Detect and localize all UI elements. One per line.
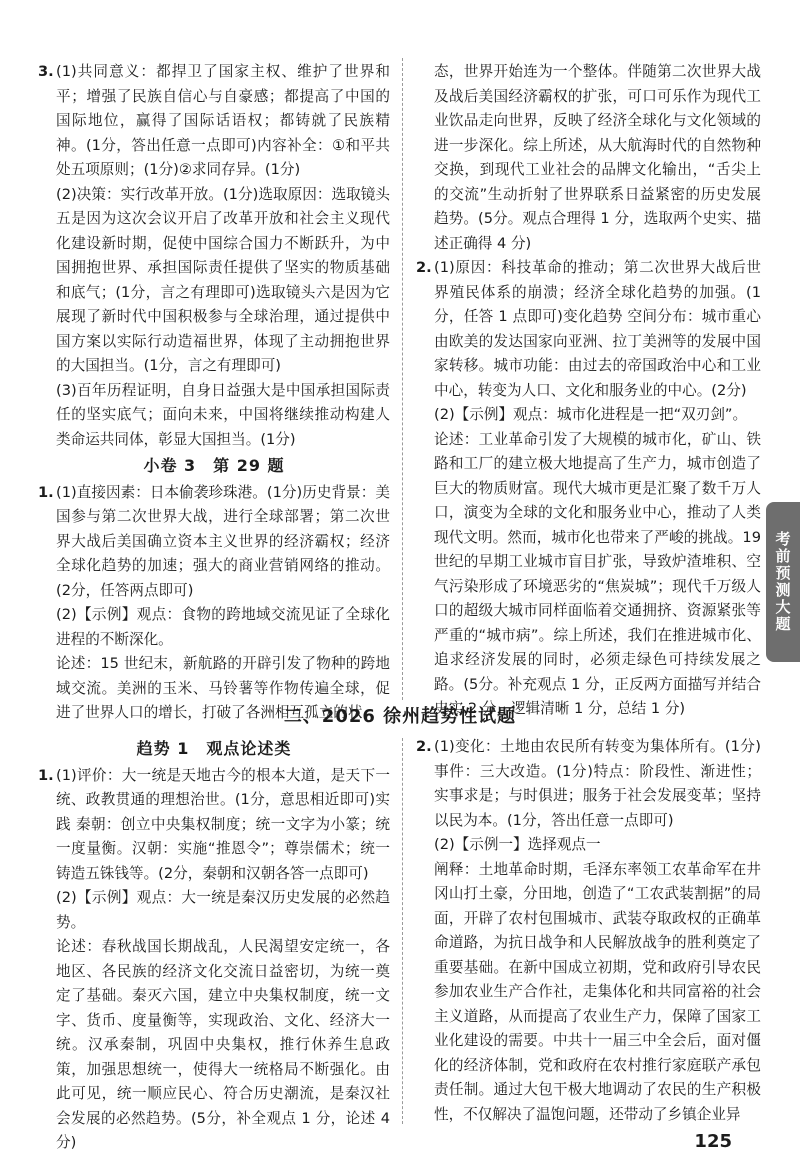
column-divider-top: [402, 58, 403, 700]
question-number: 1.: [38, 483, 54, 501]
column-divider-bottom: [402, 738, 403, 1124]
answer-part-3: (3)百年历程证明，自身日益强大是中国承担国际责任的坚实底气；面向未来，中国将继续推动构建人类命运共同体，彰显大国担当。(1分): [56, 381, 390, 448]
answer-part-2: (2)【示例】观点：大一统是秦汉历史发展的必然趋势。: [56, 889, 390, 931]
answer-part-3: 论述：15 世纪末，新航路的开辟引发了物种的跨地域交流。美洲的玉米、马铃薯等作物传遍全球，促进了世界人口的增长，打破了各洲相互孤立的状: [56, 655, 390, 721]
answer-part-2: (2)【示例】观点：城市化进程是一把“双刃剑”。: [434, 406, 748, 423]
question-3: [38, 60, 390, 452]
continued-answer: 态，世界开始连为一个整体。伴随第二次世界大战及战后美国经济霸权的扩张，可口可乐作为现代工业饮品走向世界，反映了经济全球化与文化领域的进一步深化。综上所述，从大航海时代的自然物种交换，到现代工业社会的品牌文化输出，“舌尖上的交流”生动折射了世界联系日益紧密的历史发展趋势。(5分。观点合理得 1 分，选取两个史实、描述正确得 4 分): [434, 63, 761, 252]
question-number: 3.: [38, 63, 54, 80]
answer-part-1: (1)原因：科技革命的推动；第二次世界大战后世界殖民体系的崩溃；经济全球化趋势的加强。(1分，任答 1 点即可)变化趋势 空间分布：城市重心由欧美的发达国家向亚洲、拉丁美洲等的发展中国家转移。城市功能：由过去的帝国政治中心和工业中心，转变为人口、文化和服务业的中心。(2分): [434, 259, 761, 399]
question-number: 1.: [38, 766, 54, 784]
side-tab: [766, 502, 800, 662]
question-2: [416, 735, 761, 1127]
bottom-right-column: [416, 735, 761, 1127]
answer-part-1: (1)直接因素：日本偷袭珍珠港。(1分)历史背景：美国参与第二次世界大战，进行全球部署；第二次世界大战后美国确立资本主义世界的经济霸权；经济全球化趋势的加速；强大的商业营销网络的推动。(2分，任答两点即可): [56, 483, 390, 599]
answer-part-3: 阐释：土地革命时期，毛泽东率领工农革命军在井冈山打土豪，分田地，创造了“工农武装割据”的局面，开辟了农村包围城市、武装夺取政权的正确革命道路，为抗日战争和人民解放战争的胜利奠定了重要基础。在新中国成立初期，党和政府引导农民参加农业生产合作社，走集体化和共同富裕的社会主义道路，从而提高了农业生产力，保障了国家工业化建设的需要。中共十一届三中全会后，面对僵化的经济体制，党和政府在农村推行家庭联产承包责任制。通过大包干极大地调动了农民的生产积极性，不仅解决了温饱问题，还带动了乡镇企业异: [434, 860, 761, 1123]
bottom-left-column: [38, 735, 390, 1156]
answer-part-3: 论述：工业革命引发了大规模的城市化，矿山、铁路和工厂的建立极大地提高了生产力，城市创造了巨大的物质财富。现代大城市更是汇聚了数千万人口，演变为全球的文化和服务业中心，推动了人类现代文明。然而，城市化也带来了严峻的挑战。19 世纪的早期工业城市盲目扩张，导致炉渣堆积、空气污染形成了环境恶劣的“焦炭城”；现代千万级人口的超级大城市同样面临着交通拥挤、资源紧张等严重的“城市病”。综上所述，我们在推进城市化、追求经济发展的同时，必须走绿色可持续发展之路。(5分。补充观点 1 分，正反两方面描写并结合史实 2 分，逻辑清晰 1 分，总结 1 分): [434, 430, 761, 717]
subheading-xiaojuan: 小卷 3 第 29 题: [143, 456, 285, 475]
question-2: [416, 256, 761, 722]
question-number: 2.: [416, 738, 432, 755]
side-tab-label: 考前预测大题: [773, 531, 792, 633]
answer-part-2: (2)【示例】观点：食物的跨地域交流见证了全球化进程的不断深化。: [56, 606, 390, 648]
answer-part-2: (2)决策：实行改革开放。(1分)选取原因：选取镜头五是因为这次会议开启了改革开放和社会主义现代化建设新时期，促使中国综合国力不断跃升，为中国拥抱世界、承担国际责任提供了坚实的物质基础和底气；(1分，言之有理即可)选取镜头六是因为它展现了新时代中国积极参与全球治理，通过提供中国方案以实际行动造福世界，体现了主动拥抱世界的大国担当。(1分，言之有理即可): [56, 185, 390, 374]
subheading-trend: 趋势 1 观点论述类: [136, 739, 292, 758]
question-number: 2.: [416, 259, 432, 276]
top-right-column: [416, 60, 761, 722]
top-left-column: [38, 60, 390, 726]
answer-part-1: (1)变化：土地由农民所有转变为集体所有。(1分)事件：三大改造。(1分)特点：阶段性、渐进性；实事求是；与时俱进；服务于社会发展变革；坚持以民为本。(1分，答出任意一点即可): [434, 738, 761, 829]
question-1: [38, 481, 390, 726]
answer-part-1: (1)评价：大一统是天地古今的根本大道，是天下一统、政教贯通的理想治世。(1分，意思相近即可)实践 秦朝：创立中央集权制度；统一文字为小篆；统一度量衡。汉朝：实施“推恩令”；尊崇儒术；统一铸造五铢钱等。(2分，秦朝和汉朝各答一点即可): [56, 766, 390, 882]
section-title: 二、2026 徐州趋势性试题: [283, 706, 517, 727]
page-number: 125: [694, 1131, 732, 1152]
answer-part-2: (2)【示例一】选择观点一: [434, 836, 601, 853]
answer-part-1: (1)共同意义：都捍卫了国家主权、维护了世界和平；增强了民族自信心与自豪感；都提高了中国的国际地位，赢得了国际话语权；都铸就了民族精神。(1分，答出任意一点即可)内容补全：①和平共处五项原则；(1分)②求同存异。(1分): [56, 63, 390, 178]
answer-part-3: 论述：春秋战国长期战乱，人民渴望安定统一，各地区、各民族的经济文化交流日益密切，为统一奠定了基础。秦灭六国，建立中央集权制度，统一文字、货币、度量衡等，实现政治、文化、经济大一统。汉承秦制，巩固中央集权，推行休养生息政策，加强思想统一，使得大一统格局不断强化。由此可见，统一顺应民心、符合历史潮流，是秦汉社会发展的必然趋势。(5分，补全观点 1 分，论述 4 分): [56, 938, 390, 1151]
question-1: [38, 764, 390, 1156]
